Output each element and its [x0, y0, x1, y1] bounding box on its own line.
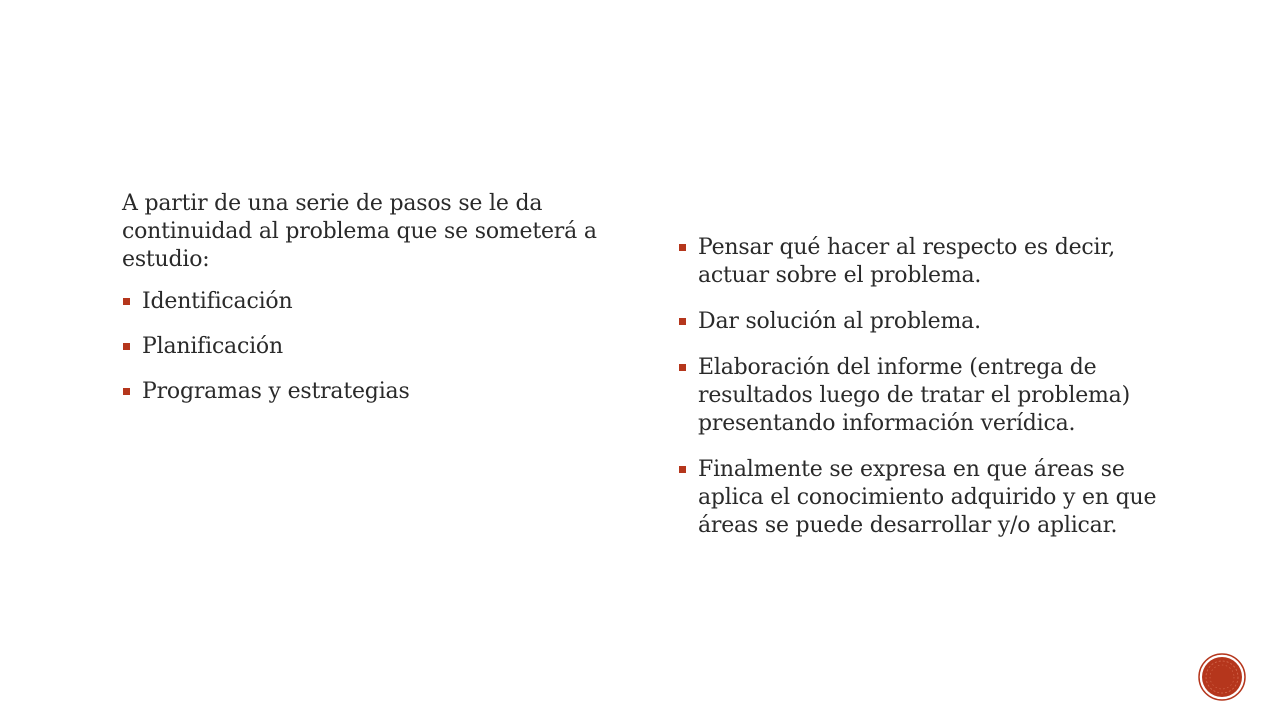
square-bullet-icon [123, 388, 130, 395]
square-bullet-icon [123, 298, 130, 305]
list-item [678, 234, 1158, 290]
list-item [122, 288, 612, 316]
list-item-text: Planificación [142, 334, 283, 359]
list-item-text: Identificación [142, 289, 293, 314]
intro-paragraph: A partir de una serie de pasos se le da continuidad al problema que se someterá a estudio: [122, 191, 597, 272]
list-item-text: Elaboración del informe (entrega de resultados luego de tratar el problema) presentando información verídica. [698, 355, 1130, 436]
square-bullet-icon [679, 364, 686, 371]
square-bullet-icon [679, 466, 686, 473]
left-bullet-list [122, 288, 612, 406]
list-item [122, 333, 612, 361]
list-item [678, 308, 1158, 336]
list-item [122, 378, 612, 406]
square-bullet-icon [679, 318, 686, 325]
list-item [678, 354, 1158, 438]
right-content-column [678, 234, 1158, 558]
square-bullet-icon [679, 244, 686, 251]
left-content-column [122, 190, 612, 423]
list-item-text: Pensar qué hacer al respecto es decir, actuar sobre el problema. [698, 235, 1116, 288]
red-circle-emblem-icon [1198, 653, 1246, 701]
square-bullet-icon [123, 343, 130, 350]
list-item-text: Programas y estrategias [142, 379, 410, 404]
list-item [678, 456, 1158, 540]
list-item-text: Dar solución al problema. [698, 309, 981, 334]
list-item-text: Finalmente se expresa en que áreas se aplica el conocimiento adquirido y en que áreas se puede desarrollar y/o aplicar. [698, 457, 1157, 538]
right-bullet-list [678, 234, 1158, 540]
